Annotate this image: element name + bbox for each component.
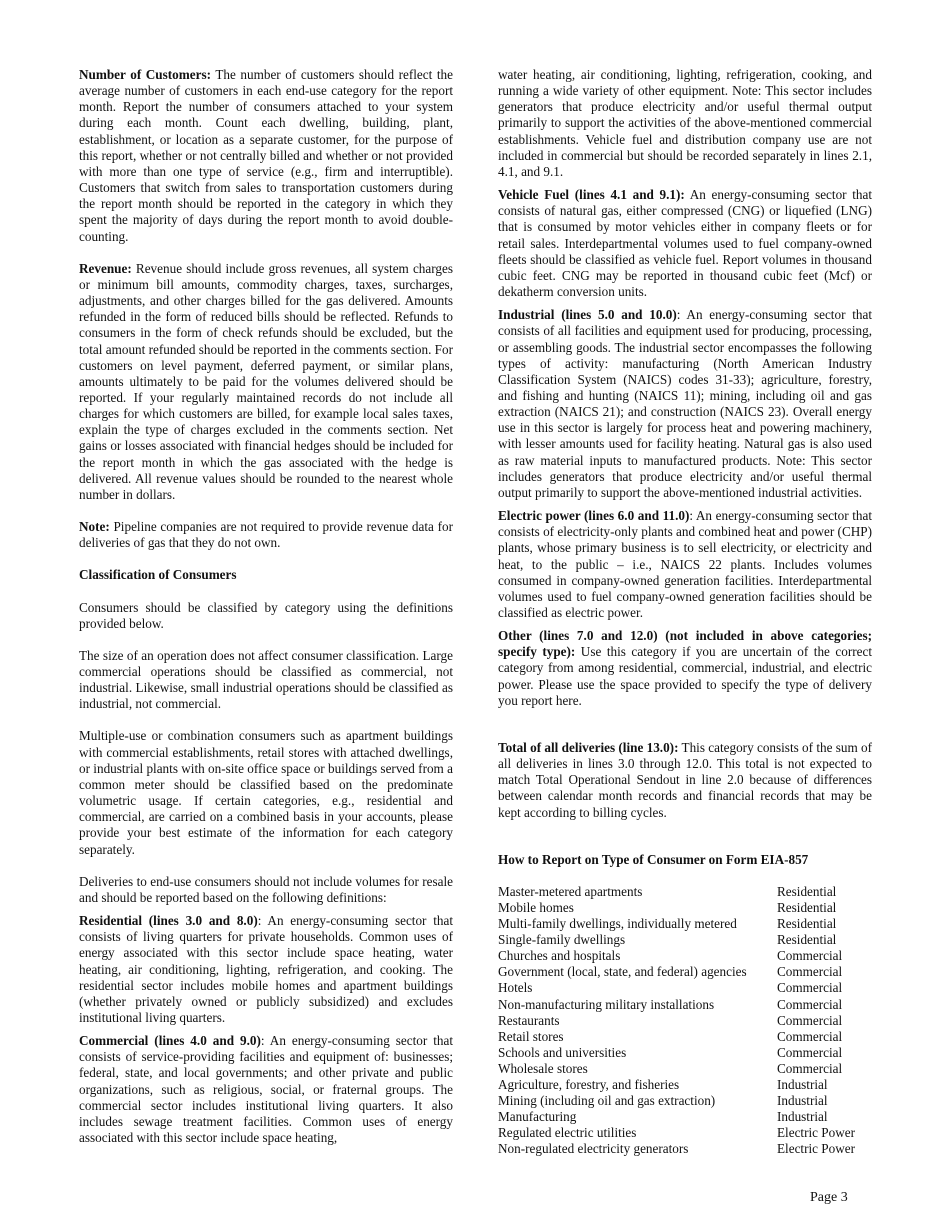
vehicle-fuel-term: Vehicle Fuel (lines 4.1 and 9.1):	[498, 187, 685, 203]
consumer-type-cell: Mining (including oil and gas extraction)	[498, 1093, 716, 1109]
consumer-category-cell: Commercial	[777, 948, 843, 964]
table-row	[498, 948, 872, 964]
consumer-category-cell: Industrial	[777, 1077, 828, 1092]
note-term: Note:	[79, 519, 110, 535]
consumer-category-cell: Commercial	[777, 1028, 843, 1044]
consumer-category-cell: Commercial	[777, 1012, 843, 1028]
consumer-category-cell: Commercial	[777, 980, 843, 996]
consumer-type-cell: Non-regulated electricity generators	[498, 1141, 689, 1157]
left-column	[79, 67, 453, 1146]
electric-power-term: Electric power (lines 6.0 and 11.0)	[498, 508, 690, 524]
consumer-type-cell: Master-metered apartments	[498, 883, 643, 899]
table-row	[498, 997, 872, 1013]
table-row	[498, 932, 872, 948]
consumer-type-cell: Government (local, state, and federal) agencies	[498, 964, 747, 980]
multiple-use-paragraph: Multiple-use or combination consumers such as apartment buildings with commercial establishments, retail stores with attached dwellings, or industrial plants with on-site office space or buildings served from a common meter should be classified based on the predominate volumetric usage. If certain categories, e.g., residential and commercial, are carried on a combined basis in your accounts, please provide your best estimate of the information for each category separately.	[79, 728, 453, 857]
deliveries-paragraph: Deliveries to end-use consumers should not include volumes for resale and should be reported based on the following definitions:	[79, 873, 453, 905]
consumer-type-cell: Non-manufacturing military installations	[498, 996, 715, 1012]
consumer-type-cell: Single-family dwellings	[498, 932, 626, 948]
other-text: Use this category if you are uncertain of the correct category from among residential, commercial, industrial, and electric power. Please use the space provided to specify the type of delivery you report here.	[498, 644, 873, 708]
vehicle-fuel-definition	[498, 187, 872, 300]
commercial-definition	[79, 1033, 453, 1146]
table-row	[498, 916, 872, 932]
residential-term: Residential (lines 3.0 and 8.0)	[79, 913, 258, 929]
consumer-category-cell: Commercial	[777, 964, 843, 980]
residential-definition	[79, 913, 453, 1026]
consumer-type-cell: Manufacturing	[498, 1109, 577, 1125]
table-row	[498, 1061, 872, 1077]
consumer-category-cell: Commercial	[777, 996, 843, 1012]
customers-text: The number of customers should reflect the average number of customers in each end-use category for the report month. Report the number of consumers attached to your system during each month. Count each dwelling, building, plant, establishment, or location as a separate customer, for the purpose of this report, whether or not centrally billed and whether or not provided with more than one type of service (e.g., firm and interruptible). Customers that switch from sales to transportation customers during the report month should be reported in the category in which they spent the majority of days during the report month to avoid double-counting.	[79, 67, 453, 244]
commercial-term: Commercial (lines 4.0 and 9.0)	[79, 1033, 261, 1049]
vehicle-fuel-text: An energy-consuming sector that consists of natural gas, either compressed (CNG) or liquefied (LNG) that is consumed by motor vehicles either in company fleets or for retail sales. Interdepartmental volumes used to fuel company-owned fleets should be classified as vehicle fuel. Report volumes in thousand cubic feet. CNG may be reported in thousand cubic feet (Mcf) or dekatherm conversion units.	[498, 187, 872, 300]
revenue-term: Revenue:	[79, 260, 132, 276]
other-term: Other (lines 7.0 and 12.0) (not included in above categories; specify type):	[498, 628, 872, 660]
table-row	[498, 1029, 872, 1045]
consumer-category-cell: Industrial	[777, 1109, 828, 1125]
consumer-type-cell: Wholesale stores	[498, 1060, 588, 1076]
industrial-definition	[498, 307, 872, 501]
consumer-type-cell: Retail stores	[498, 1028, 564, 1044]
note-text: Pipeline companies are not required to provide revenue data for deliveries of gas that they do not own.	[79, 519, 453, 551]
consumer-category-cell: Industrial	[777, 1093, 828, 1109]
table-row	[498, 1045, 872, 1061]
table-row	[498, 1109, 872, 1125]
table-row	[498, 884, 872, 900]
consumer-category-cell: Electric Power	[777, 1141, 855, 1157]
consumer-category-cell: Commercial	[777, 1060, 843, 1076]
consumer-category-cell: Commercial	[777, 1044, 843, 1060]
table-row	[498, 964, 872, 980]
revenue-text: Revenue should include gross revenues, all system charges or minimum bill amounts, commodity charges, taxes, surcharges, adjustments, and other charges billed for the gas delivered. Amounts refunded in the form of reduced bills should be reflected. Refunds to consumers in the form of check refunds should be excluded, but the total amount refunded should be reported in the comments section. For customers on level payment, deferred payment, or similar plans, amounts ultimately to be paid for the volumes delivered should be reported. If your regularly maintained records do not include all charges for which customers are billed, for example local sales taxes, explain the type of charges excluded in the comments section. Net gains or losses associated with financial hedges should be included for the report month in which the gas associated with the hedge is delivered. All revenue values should be rounded to the nearest whole number in dollars.	[79, 260, 453, 502]
classify-intro: Consumers should be classified by category using the definitions provided below.	[79, 599, 453, 631]
electric-power-definition	[498, 508, 872, 621]
industrial-text: : An energy-consuming sector that consists of all facilities and equipment used for producing, processing, or assembling goods. The industrial sector encompasses the following types of activity: manufacturing (North American Industry Classification System (NAICS) codes 31-33); agriculture, forestry, and fishing and hunting (NAICS 11); mining, including oil and gas extraction (NAICS 21); and construction (NAICS 23). Overall energy use in this sector is largely for process heat and powering machinery, with lesser amounts used for facility heating. Natural gas is also used as raw material inputs to manufactured products. Note: This sector includes generators that produce electricity and/or useful thermal output primarily to support the above-mentioned industrial activities.	[498, 307, 872, 500]
electric-power-text: : An energy-consuming sector that consists of electricity-only plants and combined heat and power (CHP) plants, whose primary business is to sell electricity, or electricity and heat, to the public – i.e., NAICS 22 plants. Includes volumes consumed in company-owned generation facilities. Interdepartmental volumes used to fuel company-owned generation facilities should be classified as electric power.	[498, 508, 872, 620]
industrial-term: Industrial (lines 5.0 and 10.0)	[498, 307, 677, 323]
consumer-type-cell: Restaurants	[498, 1012, 560, 1028]
consumer-category-cell: Electric Power	[777, 1125, 855, 1141]
customers-term: Number of Customers:	[79, 67, 211, 82]
total-text: This category consists of the sum of all deliveries in lines 3.0 through 12.0. This total is not expected to match Total Operational Sendout in line 2.0 because of differences between calendar month records and financial records that may be kept according to billing cycles.	[498, 739, 872, 820]
consumer-type-table	[498, 884, 872, 1158]
note-paragraph	[79, 519, 453, 551]
right-column	[498, 67, 872, 1157]
table-row	[498, 900, 872, 916]
consumer-type-cell: Regulated electric utilities	[498, 1125, 637, 1141]
consumer-type-cell: Mobile homes	[498, 899, 574, 915]
table-row	[498, 980, 872, 996]
total-definition	[498, 740, 872, 821]
table-row	[498, 1013, 872, 1029]
commercial-text: : An energy-consuming sector that consists of service-providing facilities and equipment of: businesses; federal, state, and local governments; and other private and public organizations, such as religious, social, or fraternal groups. The commercial sector includes institutional living quarters. It also includes sewage treatment facilities. Common uses of energy associated with this sector include space heating,	[79, 1033, 453, 1146]
table-row	[498, 1125, 872, 1141]
consumer-type-cell: Agriculture, forestry, and fisheries	[498, 1077, 680, 1092]
table-row	[498, 1141, 872, 1157]
table-row	[498, 1077, 872, 1093]
classification-heading: Classification of Consumers	[79, 567, 237, 583]
total-term: Total of all deliveries (line 13.0):	[498, 739, 679, 755]
size-paragraph: The size of an operation does not affect consumer classification. Large commercial operations should be classified as commercial, not industrial. Likewise, small industrial operations should be classified as industrial, not commercial.	[79, 647, 453, 712]
page-number: Page 3	[810, 1190, 848, 1205]
commercial-continuation: water heating, air conditioning, lighting, refrigeration, cooking, and running a wide variety of other equipment. Note: This sector includes generators that produce electricity and/or useful thermal output primarily to support the activities of the above-mentioned commercial establishments. Vehicle fuel and distribution company use are not included in commercial but should be recorded separately in lines 2.1, 4.1, and 9.1.	[498, 67, 872, 179]
residential-text: : An energy-consuming sector that consists of living quarters for private households. Common uses of energy associated with this sector include space heating, water heating, air conditioning, lighting, refrigeration, and cooking. The residential sector includes mobile homes and apartment buildings (whether privately owned or publicly subsidized) and excludes institutional living quarters.	[79, 913, 453, 1025]
table-row	[498, 1093, 872, 1109]
consumer-category-cell: Residential	[777, 916, 837, 932]
consumer-type-cell: Schools and universities	[498, 1044, 627, 1060]
other-definition	[498, 628, 872, 709]
customers-definition	[79, 67, 453, 245]
consumer-type-cell: Multi-family dwellings, individually metered	[498, 916, 737, 932]
consumer-category-cell: Residential	[777, 883, 837, 899]
revenue-definition	[79, 261, 453, 503]
consumer-type-rows	[498, 884, 872, 1158]
consumer-type-cell: Hotels	[498, 980, 533, 996]
consumer-category-cell: Residential	[777, 899, 837, 915]
consumer-category-cell: Residential	[777, 932, 837, 948]
how-to-report-heading: How to Report on Type of Consumer on Form EIA-857	[498, 851, 809, 867]
consumer-type-cell: Churches and hospitals	[498, 948, 621, 964]
